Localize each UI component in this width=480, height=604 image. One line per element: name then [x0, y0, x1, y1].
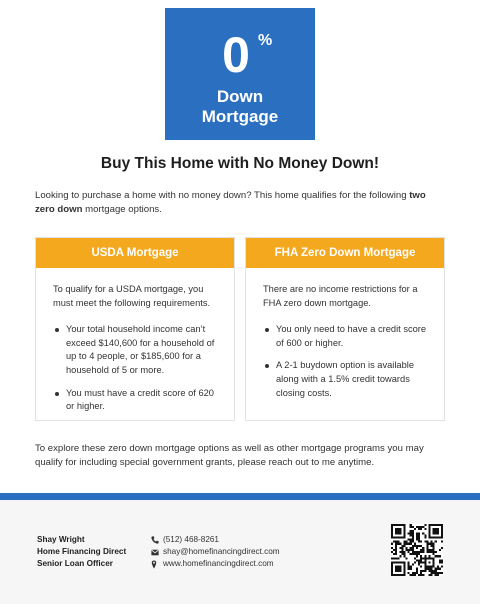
divider-bar [0, 493, 480, 500]
fha-card-body [246, 268, 444, 400]
intro-text-after: mortgage options. [82, 204, 162, 215]
contact-info [151, 534, 280, 570]
email-icon [151, 549, 163, 556]
hero-number: 0 [222, 27, 250, 83]
usda-card-body [36, 268, 234, 414]
page-heading: Buy This Home with No Money Down! [100, 155, 380, 172]
closing-paragraph: To explore these zero down mortgage options as well as other mortgage programs you may qualify for including special government grants, please reach out to me anytime. [35, 443, 424, 468]
usda-bullet: You must have a credit score of 620 or higher. [66, 387, 220, 414]
hero-line-mortgage: Mortgage [201, 107, 279, 126]
intro-paragraph [35, 189, 445, 217]
usda-bullet-list [53, 323, 220, 414]
hero-line-down: Down [216, 87, 264, 106]
intro-bold: two zero down [35, 190, 426, 215]
web-icon [151, 560, 163, 569]
hero-badge [165, 8, 315, 140]
agent-title: Senior Loan Officer [37, 559, 113, 568]
fha-bullet: A 2-1 buydown option is available along with a 1.5% credit towards closing costs. [276, 359, 430, 400]
usda-bullet: Your total household income can’t exceed $140,600 for a household of up to 4 people, or $185,600 for a household of 5 or more. [66, 323, 220, 377]
fha-paragraph: There are no income restrictions for a FHA zero down mortgage. [263, 284, 418, 308]
contact-web-row[interactable] [151, 558, 280, 570]
hero-percent-sign: % [258, 32, 273, 49]
usda-card [35, 237, 235, 421]
agent-info [37, 534, 126, 570]
usda-paragraph: To qualify for a USDA mortgage, you must meet the following requirements. [53, 284, 211, 308]
contact-phone[interactable]: (512) 468-8261 [163, 535, 219, 544]
intro-text: Looking to purchase a home with no money down? This home qualifies for the following [35, 190, 410, 201]
agent-name: Shay Wright [37, 535, 85, 544]
usda-card-title: USDA Mortgage [36, 238, 234, 268]
fha-bullet: You only need to have a credit score of 600 or higher. [276, 323, 430, 350]
fha-bullet-list [263, 323, 430, 400]
fha-card-title: FHA Zero Down Mortgage [246, 238, 444, 268]
contact-email-row[interactable] [151, 546, 280, 558]
fha-card [245, 237, 445, 421]
contact-email[interactable]: shay@homefinancingdirect.com [163, 547, 280, 556]
contact-phone-row[interactable] [151, 534, 280, 546]
contact-website[interactable]: www.homefinancingdirect.com [163, 559, 274, 568]
qr-code[interactable] [391, 524, 443, 576]
agent-company: Home Financing Direct [37, 547, 127, 556]
phone-icon [151, 536, 163, 544]
